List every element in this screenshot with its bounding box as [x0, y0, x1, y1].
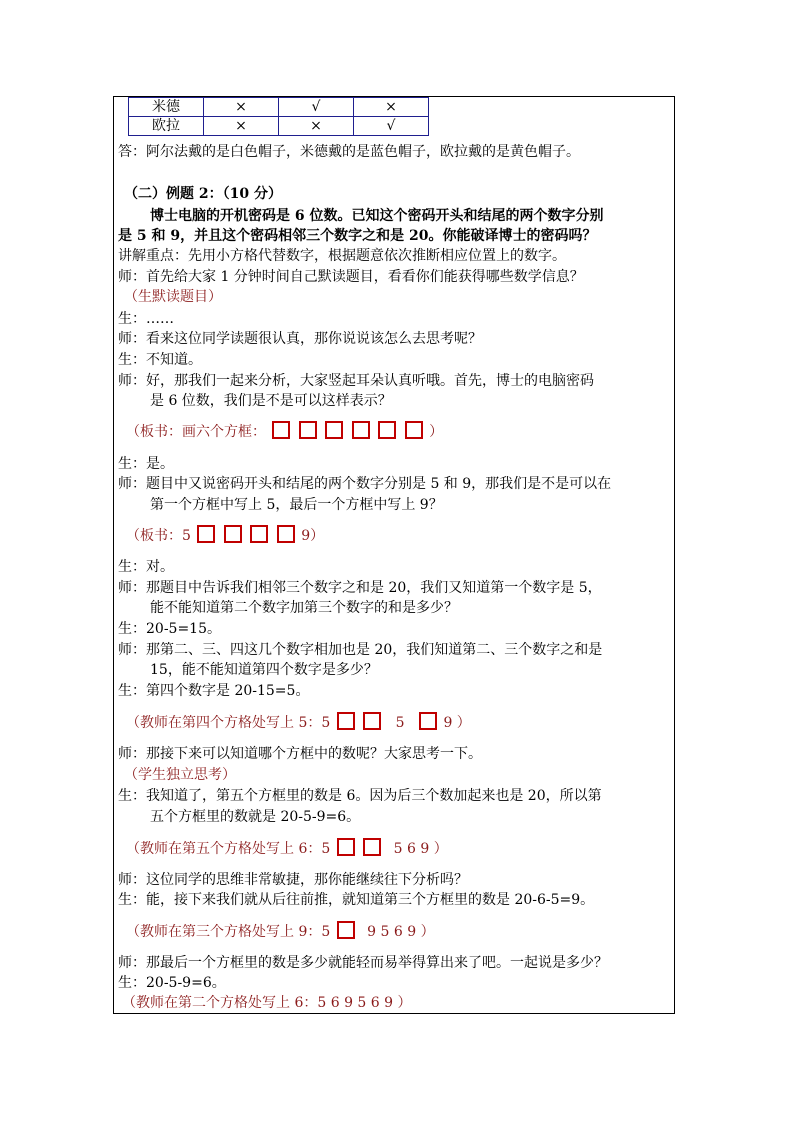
board-text: ）: [429, 424, 444, 440]
dialogue-line: 师：好，那我们一起来分析，大家竖起耳朵认真听哦。首先，博士的电脑密码: [118, 373, 594, 389]
dialogue-line: 是 6 位数，我们是不是可以这样表示？: [150, 393, 392, 409]
blank-box: [224, 525, 242, 543]
dialogue-line: 生：是。: [118, 456, 174, 472]
dialogue-line: 生：第四个数字是 20-15=5。: [118, 683, 310, 699]
board-note-1: [126, 421, 443, 443]
dialogue-line: 师：首先给大家 1 分钟时间自己默读题目，看看你们能获得哪些数学信息？: [118, 269, 584, 285]
dialogue-line: 师：看来这位同学读题很认真，那你说说该怎么去思考呢？: [118, 331, 482, 347]
blank-box: [250, 525, 268, 543]
board-text: 5 6 9 ）: [393, 841, 448, 857]
blank-box: [419, 712, 437, 730]
table-cell: ×: [204, 98, 279, 117]
dialogue-line: 师：那第二、三、四这几个数字相加也是 20，我们知道第二、三个数字之和是: [118, 642, 603, 658]
dialogue-line: 师：这位同学的思维非常敏捷，那你能继续往下分析吗？: [118, 872, 468, 888]
blank-box: [337, 921, 355, 939]
stage-note: （生默读题目）: [124, 289, 222, 305]
board-text: 5: [395, 715, 405, 731]
board-note-2: [126, 525, 324, 547]
table-cell: ×: [204, 117, 279, 136]
blank-box: [197, 525, 215, 543]
board-text: 9 ）: [443, 715, 471, 731]
dialogue-line: 生：我知道了，第五个方框里的数是 6。因为后三个数加起来也是 20，所以第: [118, 788, 602, 804]
blank-box: [272, 421, 290, 439]
table-cell: ×: [354, 98, 429, 117]
key-point: 讲解重点：先用小方格代替数字，根据题意依次推断相应位置上的数字。: [118, 248, 566, 264]
dialogue-line: 生：能，接下来我们就从后往前推，就知道第三个方框里的数是 20-6-5=9。: [118, 892, 595, 908]
problem-line-1: 博士电脑的开机密码是 6 位数。已知这个密码开头和结尾的两个数字分别: [150, 208, 604, 224]
board-text: 9 5 6 9 ）: [367, 924, 435, 940]
board-note-3: [126, 712, 471, 734]
dialogue-line: 生：20-5=15。: [118, 621, 221, 637]
dialogue-line: 15，能不能知道第四个数字是多少？: [150, 662, 378, 678]
blank-box: [299, 421, 317, 439]
problem-line-2: 是 5 和 9，并且这个密码相邻三个数字之和是 20。你能破译博士的密码吗？: [118, 228, 597, 244]
dialogue-line: 生：不知道。: [118, 352, 202, 368]
table-cell: 欧拉: [129, 117, 204, 136]
blank-box: [277, 525, 295, 543]
stage-note: （教师在第二个方格处写上 6：5 6 9 5 6 9 ）: [122, 995, 412, 1011]
dialogue-line: 能不能知道第二个数字加第三个数字的和是多少？: [150, 600, 458, 616]
dialogue-line: 生：对。: [118, 559, 174, 575]
board-text: （教师在第三个方格处写上 9：5: [126, 924, 331, 940]
dialogue-line: 生：……: [118, 311, 174, 327]
blank-box: [325, 421, 343, 439]
table-cell: 米德: [129, 98, 204, 117]
dialogue-line: 师：那题目中告诉我们相邻三个数字之和是 20，我们又知道第一个数字是 5，: [118, 580, 602, 596]
blank-box: [405, 421, 423, 439]
dialogue-line: 第一个方框中写上 5，最后一个方框中写上 9？: [150, 497, 443, 513]
board-text: 9）: [301, 528, 325, 544]
dialogue-line: 师：那最后一个方框里的数是多少就能轻而易举得算出来了吧。一起说是多少？: [118, 955, 608, 971]
table-row: [129, 117, 429, 136]
board-text: （板书：画六个方框：: [126, 424, 266, 440]
table-cell: √: [279, 98, 354, 117]
table-cell: √: [354, 117, 429, 136]
blank-box: [352, 421, 370, 439]
dialogue-line: 师：那接下来可以知道哪个方框中的数呢？大家思考一下。: [118, 746, 482, 762]
board-note-5: [126, 921, 435, 943]
stage-note: （学生独立思考）: [124, 767, 236, 783]
board-text: （板书：5: [126, 528, 191, 544]
board-text: （教师在第四个方格处写上 5：5: [126, 715, 331, 731]
board-note-4: [126, 838, 448, 860]
dialogue-line: 五个方框里的数就是 20-5-9=6。: [150, 809, 361, 825]
table-cell: ×: [279, 117, 354, 136]
blank-box: [363, 712, 381, 730]
table-row: [129, 98, 429, 117]
board-text: （教师在第五个方格处写上 6：5: [126, 841, 331, 857]
blank-box: [337, 838, 355, 856]
blank-box: [378, 421, 396, 439]
answer-text: 答：阿尔法戴的是白色帽子，米德戴的是蓝色帽子，欧拉戴的是黄色帽子。: [118, 144, 580, 160]
section-title: （二）例题 2：（10 分）: [124, 186, 282, 202]
dialogue-line: 生：20-5-9=6。: [118, 975, 226, 991]
blank-box: [363, 838, 381, 856]
dialogue-line: 师：题目中又说密码开头和结尾的两个数字分别是 5 和 9，那我们是不是可以在: [118, 476, 612, 492]
hat-table: [128, 97, 429, 136]
blank-box: [337, 712, 355, 730]
